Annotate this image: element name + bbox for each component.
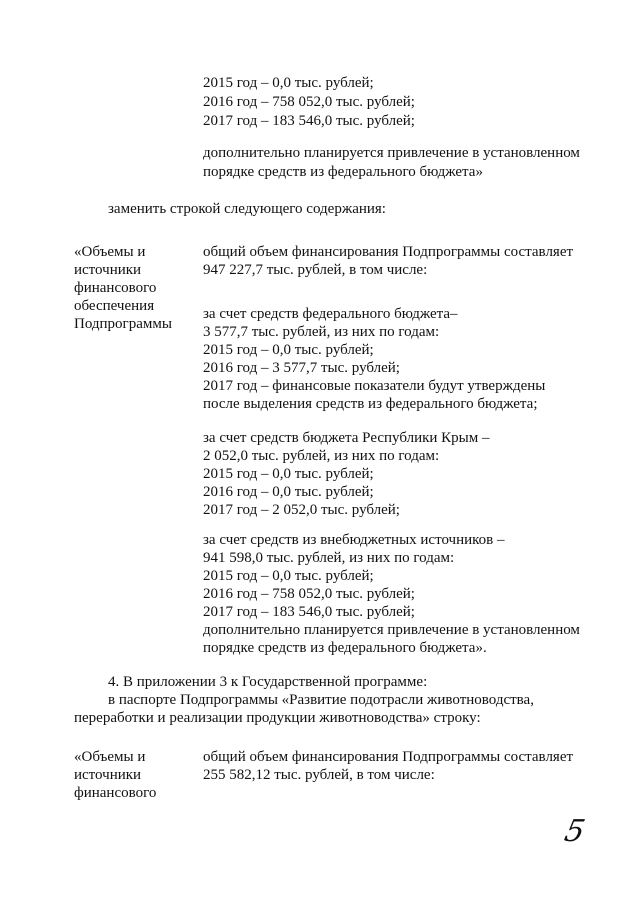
- block1-line-2017: 2017 год – 183 546,0 тыс. рублей;: [203, 113, 415, 129]
- section-a-label-5: Подпрограммы: [74, 316, 172, 332]
- crimea-year-2016: 2016 год – 0,0 тыс. рублей;: [203, 484, 374, 500]
- section-a-label-2: источники: [74, 262, 142, 278]
- crimea-line-1: за счет средств бюджета Республики Крым –: [203, 430, 490, 446]
- block1-line-2015: 2015 год – 0,0 тыс. рублей;: [203, 75, 374, 91]
- crimea-line-2: 2 052,0 тыс. рублей, из них по годам:: [203, 448, 440, 464]
- section-a-total-2: 947 227,7 тыс. рублей, в том числе:: [203, 262, 428, 278]
- section-b-total-1: общий объем финансирования Подпрограммы составляет: [203, 749, 574, 765]
- extrabudget-line-1: за счет средств из внебюджетных источников –: [203, 532, 505, 548]
- federal-year-2015: 2015 год – 0,0 тыс. рублей;: [203, 342, 374, 358]
- item4-heading: 4. В приложении 3 к Государственной программе:: [108, 674, 428, 690]
- section-a-label-4: обеспечения: [74, 298, 155, 314]
- replace-instruction: заменить строкой следующего содержания:: [108, 201, 386, 217]
- block1-line-2016: 2016 год – 758 052,0 тыс. рублей;: [203, 94, 415, 110]
- item4-para-line-2: переработки и реализации продукции животноводства» строку:: [74, 710, 481, 726]
- extrabudget-year-2015: 2015 год – 0,0 тыс. рублей;: [203, 568, 374, 584]
- section-b-total-2: 255 582,12 тыс. рублей, в том числе:: [203, 767, 435, 783]
- section-a-total-1: общий объем финансирования Подпрограммы составляет: [203, 244, 574, 260]
- federal-year-2016: 2016 год – 3 577,7 тыс. рублей;: [203, 360, 400, 376]
- crimea-year-2015: 2015 год – 0,0 тыс. рублей;: [203, 466, 374, 482]
- page-number: 5: [561, 814, 588, 849]
- federal-line-2: 3 577,7 тыс. рублей, из них по годам:: [203, 324, 440, 340]
- section-a-label-1: «Объемы и: [74, 244, 146, 260]
- item4-para-line-1: в паспорте Подпрограммы «Развитие подотрасли животноводства,: [108, 692, 534, 708]
- crimea-year-2017: 2017 год – 2 052,0 тыс. рублей;: [203, 502, 400, 518]
- federal-year-2017: 2017 год – финансовые показатели будут утверждены: [203, 378, 546, 394]
- extrabudget-year-2016: 2016 год – 758 052,0 тыс. рублей;: [203, 586, 415, 602]
- extrabudget-note-1: дополнительно планируется привлечение в установленном: [203, 622, 580, 638]
- section-b-label-3: финансового: [74, 785, 157, 801]
- section-b-label-1: «Объемы и: [74, 749, 146, 765]
- block1-extra-line-2: порядке средств из федерального бюджета»: [203, 164, 483, 180]
- section-a-label-3: финансового: [74, 280, 157, 296]
- extrabudget-line-2: 941 598,0 тыс. рублей, из них по годам:: [203, 550, 455, 566]
- extrabudget-note-2: порядке средств из федерального бюджета».: [203, 640, 487, 656]
- section-b-label-2: источники: [74, 767, 142, 783]
- federal-line-1: за счет средств федерального бюджета–: [203, 306, 458, 322]
- block1-extra-line-1: дополнительно планируется привлечение в установленном: [203, 145, 580, 161]
- federal-year-2017-cont: после выделения средств из федерального бюджета;: [203, 396, 538, 412]
- extrabudget-year-2017: 2017 год – 183 546,0 тыс. рублей;: [203, 604, 415, 620]
